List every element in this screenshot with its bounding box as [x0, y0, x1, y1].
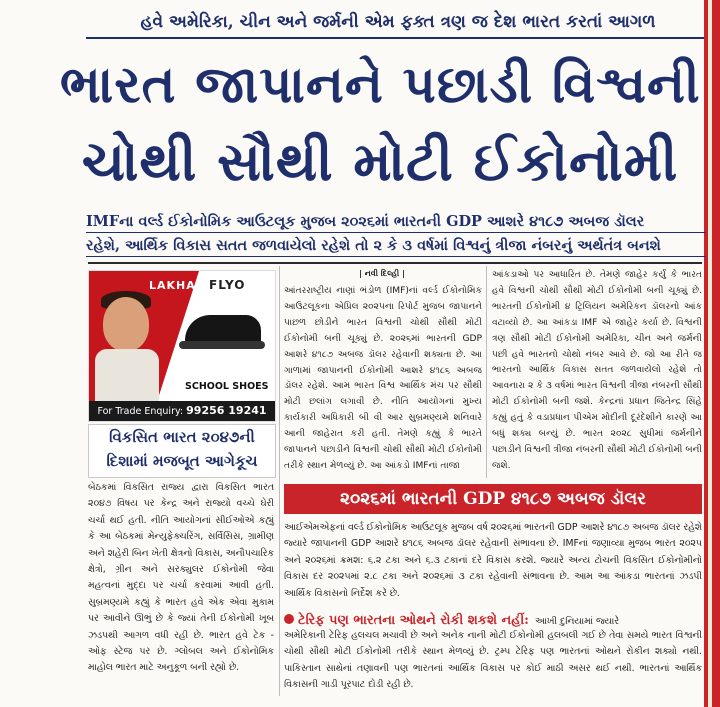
ad-model-face [103, 297, 149, 351]
dateline: | નવી દિલ્હી | [359, 269, 405, 278]
tariff-section-text: અમેરિકાની ટેરિફ હલચલ મચાવી છે અને અનેક નાની મોટી ઈકોનોમી હલબલી ગઈ છે તેવા સમયે ભારત વિશ્વની ચોથી સૌથી મોટી ઈકોનોમી તરીકે સ્થાન મેળવ્યું છે. ટ્રમ્પ ટેરિફ પણ ભારતનાં ઓથને રોકીન શક્યો નથી. પાકિસ્તાન સાથેનાં તણાવની પણ ભારતનાં આર્થિક વિકાસ પર કોઈ માઠી અસર થઈ નથી. ભારતનાં આર્થિક વિકાસની ગાડી પૂરપાટ દોડી રહી છે. [284, 630, 702, 691]
subheadline-underline-1 [86, 232, 706, 233]
sidebar-headline-line-2: દિશામાં મજબૂત આગેકૂચ [106, 452, 258, 470]
subheadline-line-1: IMFના વર્લ્ડ ઈકોનોમિક આઉટલૂક મુજબ ૨૦૨૬માં ભારતની GDP આશરે ૪૧૮૭ અબજ ડૉલર [86, 213, 645, 230]
shoe-sole-icon [179, 341, 265, 349]
ad-enquiry-number: 99256 19241 [186, 404, 267, 417]
shoe-advertisement [88, 270, 276, 422]
sidebar-headline [88, 424, 276, 478]
section-divider [88, 262, 702, 264]
page-edge-strip [704, 0, 720, 707]
column-divider-1 [279, 266, 280, 696]
column-divider-2 [486, 266, 487, 478]
tariff-subheading-title: ટેરિફ પણ ભારતના ઓથને રોકી શકશે નહીં: [298, 613, 529, 628]
article-column-2: આંકડાઓ પર આધારિત છે. તેમણે જાહેર કર્યું કે ભારત હવે વિશ્વની ચોથી સૌથી મોટી ઈકોનોમી બની ચૂક્યું છે. ભારતની ઈકોનોમી ૪ ટ્રિલિયન અમેરિકન ડૉલરનો આંક વટાવ્યો છે. આ આંકડા IMF એ જાહેર કર્યા છે. વિશ્વની ત્રણ સૌથી મોટી ઈકોનોમી અમેરિકા, ચીન અને જર્મની પછી હવે ભારતનો ચોથો નંબર આવે છે. જો આ રીતે જ ભારતનો આર્થિક વિકાસ સતત જળવાયેલો રહેશે તો આવનારા ૨ કે ૩ વર્ષમાં ભારત વિશ્વની ત્રીજા નંબરની સૌથી મોટી ઈકોનોમી બની જશે. કેન્દ્રનાં પ્રધાન જિતેન્દ્ર સિંહે કહ્યું હતું કે વડાપ્રધાન પીએમ મોદીની દૂરંદેશીને કારણે આ બધું શક્ય બન્યું છે. ભારત ૨૦૨૮ સુધીમાં જર્મનીને પછાડીને વિશ્વની ત્રીજા નંબરની સૌથી મોટી ઈકોનોમી બની જશે. [492, 270, 702, 471]
ad-brand-lakhani: LAKHANI [149, 279, 212, 292]
headline-line-2: ચોથી સૌથી મોટી ઈકોનોમી [81, 129, 679, 193]
gdp-section-text: આઈએમએફનાં વર્લ્ડ ઈકોનોમિક આઉટલૂક મુજબ વર્ષ ૨૦૨૬માં ભારતની GDP આશરે ૪૧૮૭ અબજ ડૉલર રહેશે જ્યારે જાપાનની GDP આશરે ૪૧૮૬ અબજ ડૉલર રહેવાની સંભાવના છે. IMFનાં જણાવ્યા મુજબ ભારત ૨૦૨૫ અને ૨૦૨૬માં ક્રમશ: ૬.૨ ટકા અને ૬.૩ ટકાનાં દરે વિકાસ કરશે. જ્યારે અન્ય ટોચની વિકસિત ઈકોનોમીનો વિકાસ દર ૨૦૨૫માં ૨.૮ ટકા અને ૨૦૨૬માં ૩ ટકા રહેવાની સંભાવના છે. આમ આ આંકડા ભારતનાં ઝડપી આર્થિક વિકાસનો નિર્દેશ કરે છે. [284, 522, 702, 599]
headline-line-1: ભારત જાપાનને પછાડી વિશ્વની [60, 55, 701, 115]
tariff-subheading-lead: આખી દુનિયામાં જ્યારે [534, 616, 620, 627]
gdp-banner: ૨૦૨૬માં ભારતની GDP ૪૧૮૭ અબજ ડૉલર [284, 484, 702, 514]
subheadline-underline-2 [86, 256, 706, 257]
ad-school-shoes-label: SCHOOL SHOES [185, 381, 269, 392]
kicker-line: હવે અમેરિકા, ચીન અને જર્મની એમ ફક્ત ત્રણ જ દેશ ભારત કરતાં આગળ [140, 12, 656, 32]
kicker-underline [86, 37, 704, 39]
article-column-1: આંતરરાષ્ટ્રીય નાણાં ભંડોળ (IMF)નાં વર્લ્ડ ઈકોનોમિક આઉટલૂકના એપ્રિલ ૨૦૨૫ના રિપોર્ટ મુજબ જાપાનને પાછળ છોડીને ભારત વિશ્વની ચોથી સૌથી મોટી ઈકોનોમી બની ચૂક્યું છે. ૨૦૨૬માં ભારતની GDP આશરે ૪૧૮૭ અબજ ડૉલર રહેવાની શક્યતા છે. આ ગાળામાં જાપાનની ઈકોનોમી આશરે ૪૧૮૬ અબજ ડૉલર રહેશે. આમ ભારત વિશ્વ આર્થિક મંચ પર સૌથી મોટી છલાંગ લગાવી છે. નીતિ આયોગનાં મુખ્ય કાર્યકારી અધિકારી બી વી આર સુબ્રમણ્યમે શનિવારે આની જાહેરાત કરી હતી. તેમણે કહ્યું કે ભારતે જાપાનને પછાડીને વિશ્વની ચોથી સૌથી મોટી ઈકોનોમી તરીકે સ્થાન મેળવ્યું છે. આ આંકડો IMFનાં તાજા [284, 286, 482, 471]
sidebar-body-text: બેઠકમાં વિકસિત રાજ્ય દ્વારા વિકસિત ભારત ૨૦૪૭ વિષય પર કેન્દ્ર અને રાજ્યો વચ્ચે ઘેરી ચર્ચા થઈ હતી. નીતિ આયોગનાં સીઈઓએ કહ્યું કે આ બેઠકમાં મેન્યુફેક્ચરિંગ, સર્વિસિસ, ગ્રામીણ અને શહેરી બિન ખેતી ક્ષેત્રનો વિકાસ, અનૌપચારિક ક્ષેત્રો, ગ્રીન અને સરક્યુલર ઈકોનોમી જેવા મહત્વનાં મુદ્દા પર ચર્ચા કરવામાં આવી હતી. સુબ્રમણ્યમે કહ્યું કે ભારત હવે એક એવા મુકામ પર આવીને ઊભું છે કે જ્યાં તેની ઈકોનોમી ખૂબ ઝડપથી આગળ વધી રહી છે. ભારત હવે ટેક - ઓફ સ્ટેજ પર છે. ગ્લોબલ અને ઈકોનોમિક માહોલ ભારત માટે અનુકૂળ બની રહ્યો છે. [88, 482, 274, 674]
subheadline-line-2: રહેશે, આર્થિક વિકાસ સતત જળવાયેલો રહેશે તો ૨ કે ૩ વર્ષમાં વિશ્વનું ત્રીજા નંબરનું અર્થતંત્ર બનશે [86, 237, 661, 254]
tariff-subheading [284, 609, 702, 627]
ad-enquiry-label: For Trade Enquiry: [97, 406, 184, 417]
sidebar-headline-line-1: વિકસિત ભારત ૨૦૪૭ની [109, 428, 255, 446]
bullet-dot-icon [284, 614, 294, 624]
ad-brand-flyo: FLYO [209, 278, 246, 292]
ad-trade-enquiry [89, 401, 275, 421]
ad-model-body [95, 349, 159, 401]
